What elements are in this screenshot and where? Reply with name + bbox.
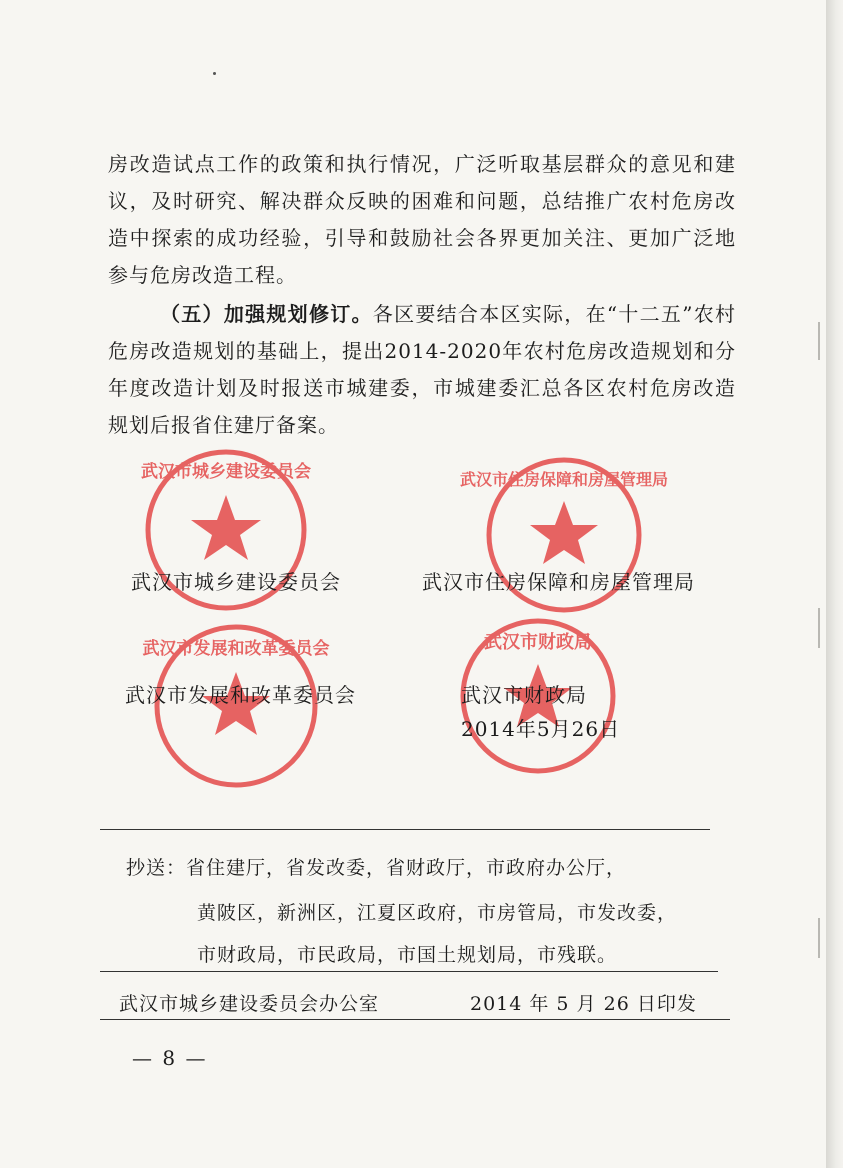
- binding-mark: [818, 608, 820, 648]
- paragraph-section-five: （五）加强规划修订。各区要结合本区实际，在“十二五”农村危房改造规划的基础上，提出2014-2020年农村危房改造规划和分年度改造计划及时报送市城建委，市城建委汇总各区农村危房改造规划后报省住建厅备案。: [108, 302, 736, 437]
- cc-label: 抄送：: [126, 857, 187, 879]
- org-housing-bureau: 武汉市住房保障和房屋管理局: [422, 570, 695, 594]
- org-urban-rural-committee: 武汉市城乡建设委员会: [131, 570, 341, 594]
- binding-mark: [818, 918, 820, 958]
- divider-middle: [100, 971, 718, 972]
- seal-text: 武汉市住房保障和房屋管理局: [459, 470, 669, 489]
- issuing-office: 武汉市城乡建设委员会办公室: [119, 993, 380, 1015]
- cc-line-3: 市财政局，市民政局，市国土规划局，市残联。: [197, 944, 618, 966]
- binding-mark: [818, 322, 820, 360]
- paragraph-continued: 房改造试点工作的政策和执行情况，广泛听取基层群众的意见和建议，及时研究、解决群众反映的困难和问题，总结推广农村危房改造中探索的成功经验，引导和鼓励社会各界更加关注、更加广泛地参与危房改造工程。: [108, 152, 736, 287]
- org-finance-bureau: 武汉市财政局: [461, 683, 587, 707]
- seal-text: 武汉市城乡建设委员会: [141, 462, 311, 482]
- speck: [213, 72, 216, 75]
- org-development-reform: 武汉市发展和改革委员会: [125, 683, 356, 707]
- seal-text: 武汉市发展和改革委员会: [142, 639, 330, 659]
- cc-line-1: 抄送：省住建厅，省发改委，省财政厅，市政府办公厅，: [126, 857, 627, 879]
- page-number: — 8 —: [132, 1046, 208, 1070]
- print-date: 2014 年 5 月 26 日印发: [470, 993, 697, 1015]
- divider-bottom: [100, 1019, 730, 1020]
- seal-text: 武汉市财政局: [484, 632, 592, 653]
- cc-line-2: 黄陂区，新洲区，江夏区政府，市房管局，市发改委，: [197, 902, 678, 924]
- divider-top: [100, 829, 710, 830]
- section-heading: （五）加强规划修订。: [160, 302, 373, 326]
- sign-date: 2014年5月26日: [461, 717, 621, 741]
- page-edge: [826, 0, 843, 1168]
